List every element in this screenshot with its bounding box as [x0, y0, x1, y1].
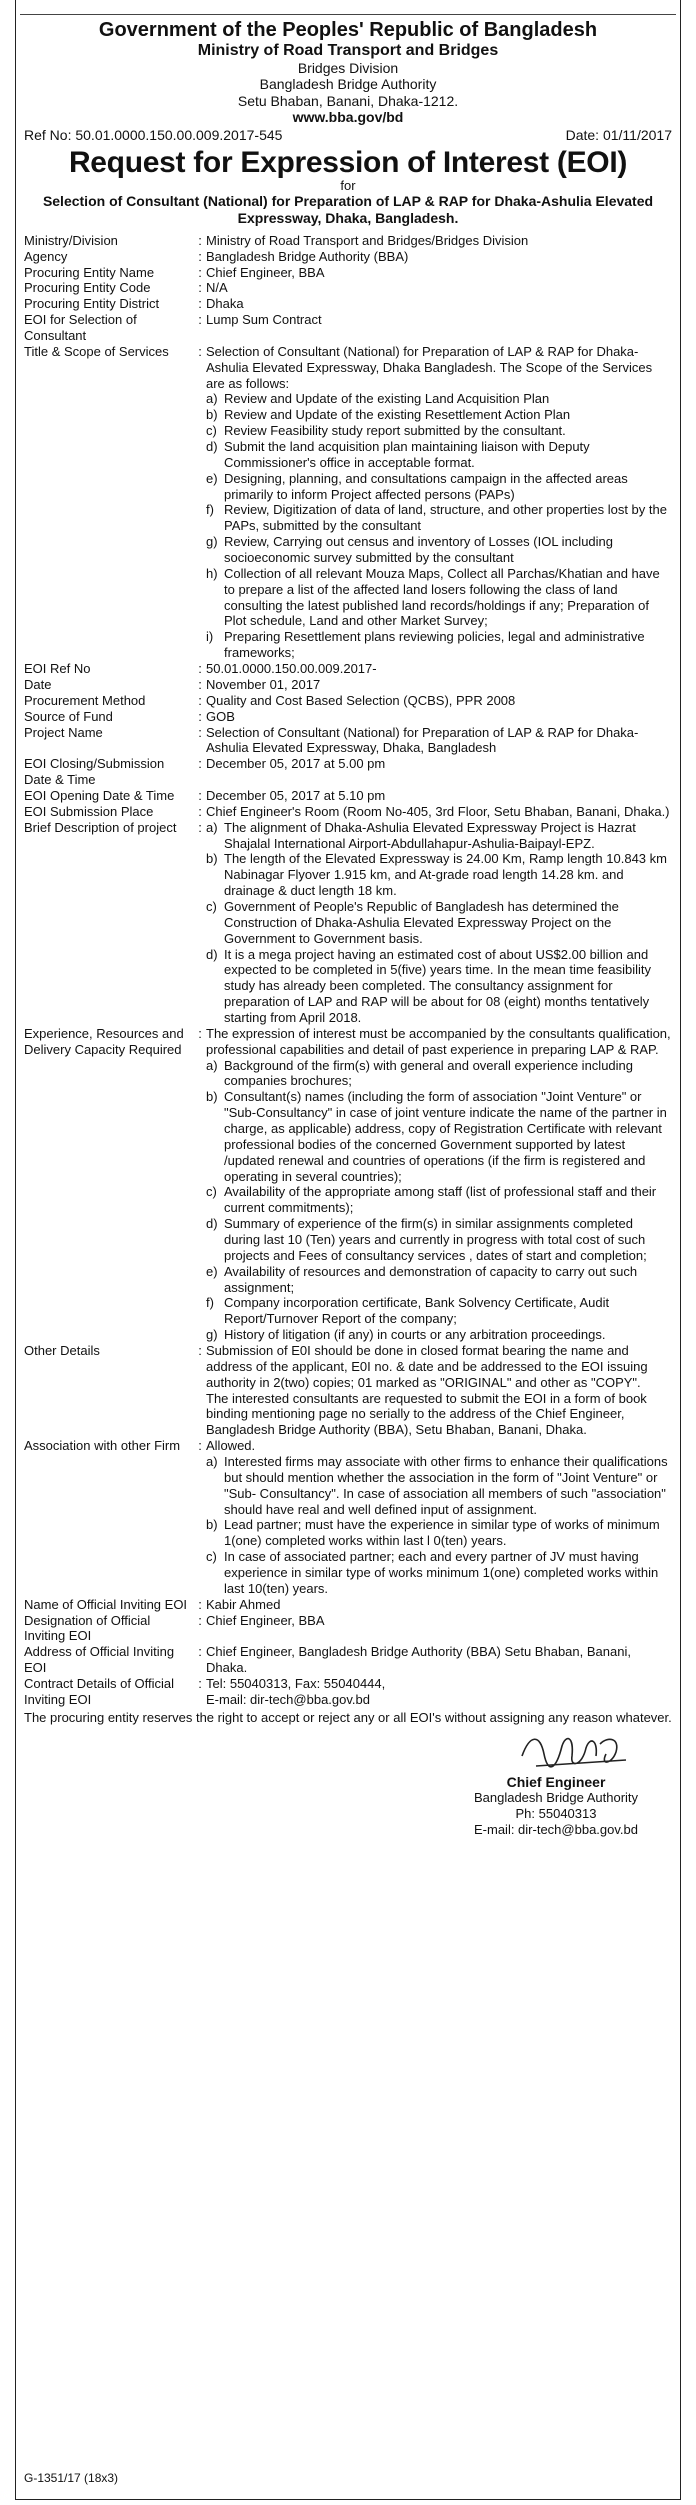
- list-item-marker: c): [206, 423, 217, 439]
- list-item-marker: a): [206, 819, 218, 835]
- signatory-title: Chief Engineer: [506, 1773, 606, 1790]
- list-item: [206, 1454, 672, 1517]
- list-item-marker: f): [206, 502, 214, 518]
- list-item: [206, 1184, 672, 1216]
- field-association: Association with other Firm : Allowed. a) Interested firms may associate with other firms to enhance their qualifications but should mention whether the association in the form of "Joint Venture" or "Sub- Consultancy". In case of association all members of such "association" should have real and well defined input of assignment. b) Lead partner; must have the experience in similar type of works of minimum 1(one) completed works within last l 0(ten) years. c) In case of associated partner; each and every partner of JV must having experience in similar type of works minimum 1(one) completed works within last 10(ten) years.: [24, 1438, 672, 1597]
- field-other-details: Other Details : Submission of E0I should be done in closed format bearing the name and address of the applicant, E0I no. & date and be addressed to the EOI issuing authority in 2(two) copies; 01 marked as "ORIGINAL" and other as "COPY". The interested consultants are requested to submit the EOI in a form of book binding mentioning page no serially to the address of the Chief Engineer, Bangladesh Bridge Authority (BBA), Setu Bhaban, Banani, Dhaka.: [24, 1343, 672, 1438]
- list-item: [206, 471, 672, 503]
- list-item-text: The length of the Elevated Expressway is 24.00 Km, Ramp length 10.843 km Nabinagar Flyover 1.915 km, and At-grade road length 14.28 km. and drainage & duct length 18 km.: [224, 851, 667, 899]
- field-official-designation: Designation of Official Inviting EOI : Chief Engineer, BBA: [24, 1612, 325, 1644]
- field-pe-district: Procuring Entity District : Dhaka: [24, 296, 244, 312]
- list-item-marker: a): [206, 1057, 218, 1073]
- list-item: [206, 629, 672, 661]
- signatory-org: Bangladesh Bridge Authority: [473, 1790, 639, 1806]
- list-item-text: Submit the land acquisition plan maintaining liaison with Deputy Commissioner's office in acceptable format.: [224, 439, 590, 470]
- list-item-text: Lead partner; must have the experience in similar type of works of minimum 1(one) completed works within last l 0(ten) years.: [224, 1517, 660, 1549]
- list-item: [206, 566, 672, 629]
- list-item-marker: b): [206, 1517, 218, 1533]
- field-pe-name: Procuring Entity Name : Chief Engineer, BBA: [24, 264, 325, 280]
- list-item-marker: h): [206, 565, 218, 581]
- scope-list: [206, 391, 672, 661]
- list-item-text: Preparing Resettlement plans reviewing policies, legal and administrative frameworks;: [224, 629, 645, 661]
- field-brief-description: Brief Description of project : a) The alignment of Dhaka-Ashulia Elevated Expressway Project is Hazrat Shajalal International Airport-Abdullahapur-Ashulia-Baipayl-EPZ. b) The length of the Elevated Expressway is 24.00 Km, Ramp length 10.843 km Nabinagar Flyover 1.915 km, and At-grade road length 14.28 km. and drainage & duct length 18 km. c) Government of People's Republic of Bangladesh has determined the Construction of Dhaka-Ashulia Elevated Expressway Project on the Government to Government basis. d) It is a mega project having an estimated cost of about US$2.00 billion and expected to be completed in 5(five) years time. In the mean time feasibility study has already been completed. The consultancy assignment for preparation of LAP and RAP will be about for 08 (eight) months tentatively starting from April 2018.: [24, 820, 672, 1026]
- ministry-name: Ministry of Road Transport and Bridges: [197, 42, 499, 59]
- association-intro: Allowed.: [206, 1438, 256, 1454]
- list-item-text: Review and Update of the existing Resettlement Action Plan: [224, 407, 571, 423]
- field-pe-code: Procuring Entity Code : N/A: [24, 280, 228, 296]
- authority-address: Setu Bhaban, Banani, Dhaka-1212.: [237, 92, 459, 109]
- list-item-marker: e): [206, 470, 218, 486]
- list-item-marker: d): [206, 946, 218, 962]
- list-item-marker: c): [206, 1184, 217, 1200]
- experience-list: [206, 1058, 672, 1343]
- for-text: for: [340, 178, 356, 194]
- signatory-phone: Ph: 55040313: [515, 1806, 597, 1822]
- other-details-p1: Submission of E0I should be done in closed format bearing the name and address of the applicant, E0I no. & date and be addressed to the EOI issuing authority in 2(two) copies; 01 marked as "ORIGINAL" and other as "COPY".: [206, 1343, 648, 1390]
- list-item-marker: e): [206, 1263, 218, 1279]
- list-item-marker: d): [206, 1216, 218, 1232]
- signature-scribble: [446, 1726, 666, 1774]
- list-item-text: Company incorporation certificate, Bank Solvency Certificate, Audit Report/Turnover Report of the company;: [224, 1295, 610, 1327]
- closing-note: The procuring entity reserves the right to accept or reject any or all EOI's without assigning any reason whatever.: [24, 1709, 672, 1725]
- list-item-text: History of litigation (if any) in courts or any arbitration proceedings.: [224, 1327, 606, 1343]
- page-title: Request for Expression of Interest (EOI): [68, 145, 628, 179]
- field-submission-place: EOI Submission Place : Chief Engineer's Room (Room No-405, 3rd Floor, Setu Bhaban, Banani, Dhaka.): [24, 803, 670, 819]
- list-item: [206, 391, 672, 407]
- field-agency: Agency : Bangladesh Bridge Authority (BBA): [24, 248, 409, 264]
- other-details-p2: The interested consultants are requested to submit the EOI in a form of book binding mentioning page no serially to the address of the Chief Engineer, Bangladesh Bridge Authority (BBA), Setu Bhaban, Banani, Dhaka.: [206, 1390, 647, 1438]
- scope-intro: Selection of Consultant (National) for Preparation of LAP & RAP for Dhaka-Ashulia Elevated Expressway, Dhaka Bangladesh. The Scope of the Services are as follows:: [206, 343, 653, 391]
- list-item-marker: d): [206, 439, 218, 455]
- list-item: [206, 947, 672, 1026]
- list-item-text: Review and Update of the existing Land Acquisition Plan: [224, 391, 550, 407]
- list-item: [206, 502, 672, 534]
- field-experience: Experience, Resources and Delivery Capacity Required : The expression of interest must be accompanied by the consultants qualification, professional capabilities and detail of past experience in preparing LAP & RAP. a) Background of the firm(s) with general and overall experience including companies brochures; b) Consultant(s) names (including the form of association "Joint Venture" or "Sub-Consultancy" in case of joint venture indicate the name of the partner in charge, as applicable) address, copy of Registration Certificate with relevant professional bodies of the concerned Government supported by latest /updated renewal and countries of operations (if the firm is registered and operating in several countries); c) Availability of the appropriate among staff (list of professional staff and their current commitments); d) Summary of experience of the firm(s) in similar assignments completed during last 10 (Ten) years and currently in progress with total cost of such projects and Fees of consultancy services , dates of start and completion; e) Availability of resources and demonstration of capacity to carry out such assignment; f) Company incorporation certificate, Bank Solvency Certificate, Audit Report/Turnover Report of the company; g) History of litigation (if any) in courts or any arbitration proceedings.: [24, 1025, 671, 1343]
- list-item-marker: b): [206, 1089, 218, 1105]
- list-item: [206, 407, 672, 423]
- association-list: [206, 1454, 672, 1597]
- list-item-text: It is a mega project having an estimated cost of about US$2.00 billion and expected to be completed in 5(five) years time. In the mean time feasibility study has already been completed. The consultancy assignment for preparation of LAP and RAP will be about for 08 (eight) months tentatively starting from April 2018.: [224, 946, 652, 1025]
- list-item-marker: i): [206, 629, 214, 645]
- list-item: [206, 1216, 672, 1264]
- list-item-text: Review, Carrying out census and inventory of Losses (IOL including socioeconomic survey submitted by the consultant: [224, 534, 613, 566]
- list-item: [206, 1327, 672, 1343]
- list-item-text: Interested firms may associate with other firms to enhance their qualifications but should mention whether the association in the form of "Joint Venture" or "Sub- Consultancy". In case of association all members of such "association" should have real and well defined input of assignment.: [224, 1454, 668, 1517]
- authority-name: Bangladesh Bridge Authority: [259, 76, 437, 93]
- official-email[interactable]: E-mail: dir-tech@bba.gov.bd: [206, 1691, 370, 1707]
- field-official-contact: Contract Details of Official Inviting EOI : Tel: 55040313, Fax: 55040444, E-mail: dir-tech@bba.gov.bd: [24, 1676, 672, 1708]
- notice-date: Date: 01/11/2017: [565, 126, 672, 143]
- list-item: [206, 1264, 672, 1296]
- list-item: [206, 534, 672, 566]
- government-name: Government of the Peoples' Republic of Bangladesh: [98, 19, 598, 41]
- list-item-text: The alignment of Dhaka-Ashulia Elevated Expressway Project is Hazrat Shajalal International Airport-Abdullahapur-Ashulia-Baipayl-EPZ.: [224, 819, 636, 851]
- top-strip: [20, 6, 676, 15]
- list-item: [206, 439, 672, 471]
- list-item-text: In case of associated partner; each and every partner of JV must having experience in similar type of works minimum 1(one) completed works within last 10(ten) years.: [224, 1549, 659, 1596]
- experience-intro: The expression of interest must be accompanied by the consultants qualification, professional capabilities and detail of past experience in preparing LAP & RAP.: [206, 1025, 671, 1057]
- list-item: [206, 899, 672, 947]
- field-official-name: Name of Official Inviting EOI : Kabir Ahmed: [24, 1596, 281, 1612]
- reference-number: Ref No: 50.01.0000.150.00.009.2017-545: [24, 126, 283, 143]
- list-item: [206, 1089, 672, 1184]
- signatory-email[interactable]: E-mail: dir-tech@bba.gov.bd: [474, 1821, 638, 1837]
- list-item-text: Review, Digitization of data of land, structure, and other properties lost by the PAPs, submitted by the consultant: [224, 502, 667, 534]
- notice-body: [16, 227, 680, 1837]
- list-item-marker: g): [206, 534, 218, 550]
- field-eoi-ref: EOI Ref No : 50.01.0000.150.00.009.2017-: [24, 661, 377, 677]
- list-item-marker: f): [206, 1295, 214, 1311]
- field-title-scope: Title & Scope of Services : Selection of Consultant (National) for Preparation of LAP & RAP for Dhaka-Ashulia Elevated Expressway, Dhaka Bangladesh. The Scope of the Services are as follows: a) Review and Update of the existing Land Acquisition Plan b) Review and Update of the existing Resettlement Action Plan c) Review Feasibility study report submitted by the consultant. d) Submit the land acquisition plan maintaining liaison with Deputy Commissioner's office in acceptable format. e) Designing, planning, and consultations campaign in the affected areas primarily to inform Project affected persons (PAPs) f) Review, Digitization of data of land, structure, and other properties lost by the PAPs, submitted by the consultant g) Review, Carrying out census and inventory of Losses (IOL including socioeconomic survey submitted by the consultant h) Collection of all relevant Mouza Maps, Collect all Parchas/Khatian and have to prepare a list of the affected land losers following the class of land consulting the latest published land records/holdings if any; Preparation of Plot schedule, Land and other Market Survey; i) Preparing Resettlement plans reviewing policies, legal and administrative frameworks;: [24, 344, 672, 661]
- field-closing-date: EOI Closing/Submission Date & Time : December 05, 2017 at 5.00 pm: [24, 756, 386, 788]
- list-item-marker: a): [206, 391, 218, 407]
- list-item: [206, 1549, 672, 1597]
- list-item-marker: b): [206, 407, 218, 423]
- field-official-address: Address of Official Inviting EOI : Chief Engineer, Bangladesh Bridge Authority (BBA) Setu Bhaban, Banani, Dhaka.: [24, 1644, 631, 1676]
- field-procurement-method: Procurement Method : Quality and Cost Based Selection (QCBS), PPR 2008: [24, 692, 516, 708]
- list-item-marker: b): [206, 851, 218, 867]
- list-item-marker: c): [206, 898, 217, 914]
- list-item: [206, 820, 672, 852]
- list-item: [206, 1295, 672, 1327]
- field-date: Date : November 01, 2017: [24, 676, 321, 692]
- list-item-text: Summary of experience of the firm(s) in similar assignments completed during last 10 (Ten) years and currently in progress with total cost of such projects and Fees of consultancy services , dates of start and completion;: [224, 1216, 647, 1263]
- footer-code: G-1351/17 (18x3): [24, 2471, 119, 2485]
- list-item-text: Consultant(s) names (including the form of association "Joint Venture" or "Sub-Consultancy" in case of joint venture indicate the name of the partner in charge, as applicable) address, copy of Registration Certificate with relevant professional bodies of the concerned Government supported by latest /updated renewal and countries of operations (if the firm is registered and operating in several countries);: [224, 1089, 667, 1184]
- selection-subtitle: Selection of Consultant (National) for Preparation of LAP & RAP for Dhaka-Ashulia Elevated Expressway, Dhaka, Bangladesh.: [42, 193, 654, 227]
- list-item: [206, 423, 672, 439]
- list-item-text: Review Feasibility study report submitted by the consultant.: [224, 423, 566, 439]
- list-item-text: Designing, planning, and consultations campaign in the affected areas primarily to inform Project affected persons (PAPs): [224, 470, 628, 502]
- list-item-marker: c): [206, 1549, 217, 1565]
- signature-block: [446, 1726, 666, 1838]
- list-item-text: Background of the firm(s) with general and overall experience including companies brochures;: [224, 1057, 633, 1089]
- division-name: Bridges Division: [297, 60, 399, 77]
- header: [16, 19, 680, 125]
- field-ministry: Ministry/Division : Ministry of Road Transport and Bridges/Bridges Division: [24, 232, 529, 248]
- list-item-marker: g): [206, 1327, 218, 1343]
- list-item-marker: a): [206, 1454, 218, 1470]
- list-item: [206, 851, 672, 899]
- field-source-of-fund: Source of Fund : GOB: [24, 708, 235, 724]
- reference-row: [16, 125, 680, 145]
- website-link[interactable]: www.bba.gov/bd: [292, 108, 404, 125]
- official-tel: Tel: 55040313, Fax: 55040444,: [206, 1676, 386, 1692]
- field-opening-date: EOI Opening Date & Time : December 05, 2017 at 5.10 pm: [24, 787, 386, 803]
- list-item-text: Government of People's Republic of Bangladesh has determined the Construction of Dhaka-Ashulia Elevated Expressway Project on the Government to Government basis.: [224, 898, 619, 946]
- eoi-notice: [15, 0, 681, 2500]
- list-item: [206, 1058, 672, 1090]
- field-eoi-selection: EOI for Selection of Consultant : Lump Sum Contract: [24, 312, 322, 344]
- field-project-name: Project Name : Selection of Consultant (National) for Preparation of LAP & RAP for Dhaka-Ashulia Elevated Expressway, Dhaka, Bangladesh: [24, 724, 639, 756]
- list-item-text: Availability of the appropriate among staff (list of professional staff and their current commitments);: [224, 1184, 657, 1216]
- list-item-text: Availability of resources and demonstration of capacity to carry out such assignment;: [224, 1263, 638, 1295]
- brief-list: [206, 820, 672, 1026]
- list-item-text: Collection of all relevant Mouza Maps, Collect all Parchas/Khatian and have to prepare a list of the affected land losers following the class of land consulting the latest published land records/holdings if any; Preparation of Plot schedule, Land and other Market Survey;: [224, 565, 660, 629]
- list-item: [206, 1517, 672, 1549]
